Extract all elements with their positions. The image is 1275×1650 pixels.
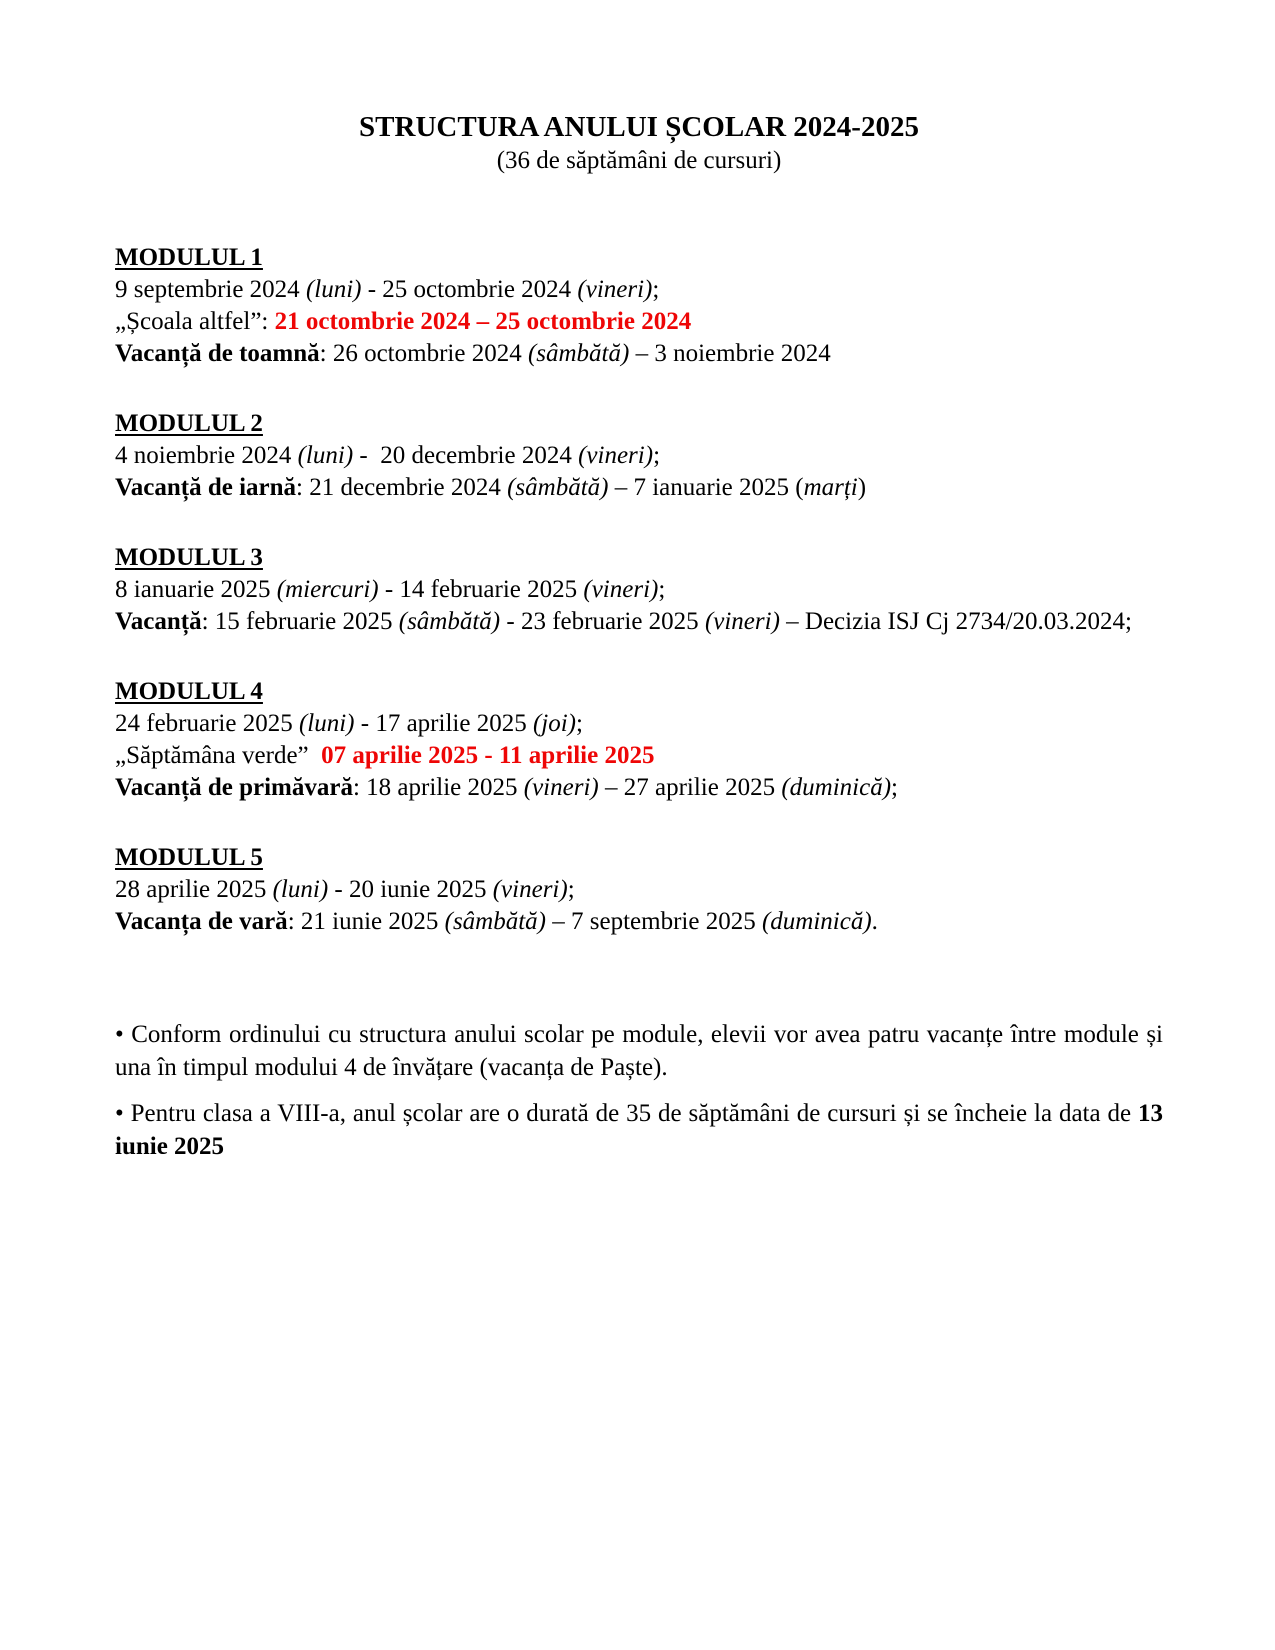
text-segment: . xyxy=(871,908,878,935)
text-segment: ) xyxy=(857,474,867,501)
document-title: STRUCTURA ANULUI ȘCOLAR 2024-2025 xyxy=(359,111,919,143)
text-segment: (luni) xyxy=(298,710,355,737)
text-segment: – 3 noiembrie 2024 xyxy=(629,340,831,367)
module-line xyxy=(115,906,1163,938)
module-line xyxy=(115,708,1163,740)
text-segment: : 18 aprilie 2025 xyxy=(352,774,524,801)
document-subtitle: (36 de săptămâni de cursuri) xyxy=(496,147,782,174)
text-segment: 28 aprilie 2025 xyxy=(115,876,273,903)
text-segment: ; xyxy=(658,576,666,603)
text-segment: • Pentru clasa a VIII-a, anul școlar are o durată de 35 de săptămâni de cursuri și se încheie la data de xyxy=(115,1100,1138,1127)
text-segment: (vineri) xyxy=(577,276,653,303)
module-line xyxy=(115,338,1163,370)
text-segment: (sâmbătă) xyxy=(398,608,501,635)
text-segment: „Săptămâna verde” xyxy=(115,742,322,769)
text-segment: - 20 iunie 2025 xyxy=(328,876,493,903)
text-segment: – 7 septembrie 2025 xyxy=(546,908,762,935)
text-segment: Vacanță de iarnă xyxy=(115,474,297,501)
text-segment: (sâmbătă) xyxy=(444,908,547,935)
text-segment: – 7 ianuarie 2025 ( xyxy=(608,474,804,501)
module-section-1 xyxy=(115,242,1163,370)
text-segment: – Decizia ISJ Cj 2734/20.03.2024; xyxy=(779,608,1132,635)
text-segment: (vineri) xyxy=(492,876,568,903)
text-segment: : 15 februarie 2025 xyxy=(201,608,399,635)
text-segment: ; xyxy=(576,710,583,737)
module-line xyxy=(115,772,1163,804)
note-2 xyxy=(115,1097,1163,1163)
text-segment: 24 februarie 2025 xyxy=(115,710,299,737)
module-line xyxy=(115,606,1163,638)
text-segment: Vacanță xyxy=(115,608,202,635)
text-segment: - 25 octombrie 2024 xyxy=(361,276,578,303)
text-segment: (luni) xyxy=(297,442,354,469)
text-segment: - 23 februarie 2025 xyxy=(500,608,705,635)
highlighted-date-range: 21 octombrie 2024 – 25 octombrie 2024 xyxy=(274,308,692,335)
module-section-2 xyxy=(115,408,1163,504)
text-segment: (vineri) xyxy=(583,576,659,603)
text-segment: 9 septembrie 2024 xyxy=(115,276,306,303)
text-segment: (joi) xyxy=(532,710,576,737)
module-section-4 xyxy=(115,676,1163,804)
document-body xyxy=(115,242,1163,1163)
module-heading-1: MODULUL 1 xyxy=(115,244,263,271)
text-segment: „Școala altfel”: xyxy=(115,308,275,335)
text-segment: ; xyxy=(652,276,660,303)
highlighted-date-range: 07 aprilie 2025 - 11 aprilie 2025 xyxy=(321,742,655,769)
module-section-5 xyxy=(115,842,1163,938)
module-line xyxy=(115,740,1163,772)
module-line xyxy=(115,874,1163,906)
module-line xyxy=(115,472,1163,504)
document-header xyxy=(115,110,1163,178)
module-heading-3: MODULUL 3 xyxy=(115,544,263,571)
module-line xyxy=(115,574,1163,606)
text-segment: • Conform ordinului cu structura anului scolar pe module, elevii vor avea patru vacanțe între module și una în timpul modului 4 de învățare (vacanța de Paște). xyxy=(115,1021,1163,1081)
text-segment: - 20 decembrie 2024 xyxy=(353,442,579,469)
text-segment: Vacanță de primăvară xyxy=(115,774,353,801)
text-segment: – 27 aprilie 2025 xyxy=(598,774,782,801)
text-segment: 8 ianuarie 2025 xyxy=(115,576,277,603)
modules-container xyxy=(115,242,1163,938)
text-segment: (sâmbătă) xyxy=(507,474,609,501)
text-segment: (vineri) xyxy=(578,442,654,469)
text-segment: : 26 octombrie 2024 xyxy=(319,340,528,367)
text-segment: (sâmbătă) xyxy=(527,340,630,367)
module-heading-4: MODULUL 4 xyxy=(115,678,263,705)
module-line xyxy=(115,274,1163,306)
text-segment: (vineri) xyxy=(704,608,780,635)
text-segment: (duminică) xyxy=(781,774,892,801)
module-heading-2: MODULUL 2 xyxy=(115,410,263,437)
text-segment: (miercuri) xyxy=(276,576,379,603)
text-segment: (luni) xyxy=(272,876,329,903)
text-segment: Vacanța de vară xyxy=(115,908,288,935)
text-segment: (duminică) xyxy=(761,908,872,935)
text-segment: Vacanță de toamnă xyxy=(115,340,320,367)
note-1 xyxy=(115,1018,1163,1084)
text-segment: (vineri) xyxy=(523,774,599,801)
text-segment: 13 iunie 2025 xyxy=(115,1100,1163,1160)
text-segment: : 21 iunie 2025 xyxy=(287,908,445,935)
text-segment: - 17 aprilie 2025 xyxy=(354,710,533,737)
text-segment: - 14 februarie 2025 xyxy=(378,576,584,603)
text-segment: marți xyxy=(803,474,858,501)
text-segment: 4 noiembrie 2024 xyxy=(115,442,298,469)
text-segment: ; xyxy=(653,442,661,469)
module-heading-5: MODULUL 5 xyxy=(115,844,263,871)
text-segment: : 21 decembrie 2024 xyxy=(296,474,508,501)
module-line xyxy=(115,306,1163,338)
module-line xyxy=(115,440,1163,472)
notes-section xyxy=(115,1018,1163,1163)
text-segment: (luni) xyxy=(305,276,362,303)
module-section-3 xyxy=(115,542,1163,638)
text-segment: ; xyxy=(891,774,898,801)
text-segment: ; xyxy=(567,876,575,903)
